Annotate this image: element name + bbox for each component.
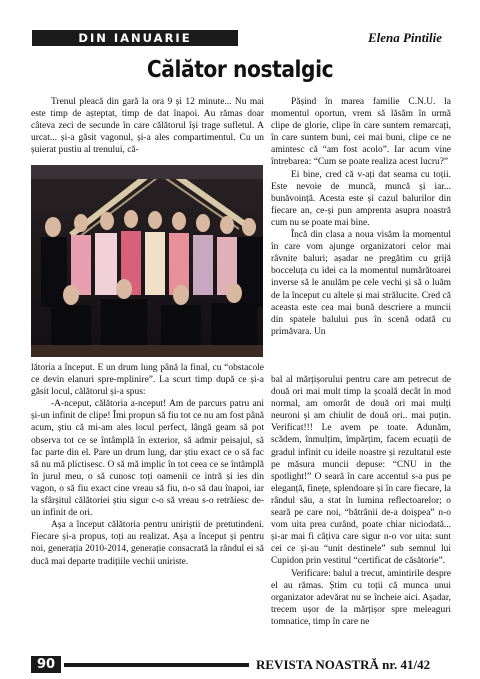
paragraph: Trenul pleacă din gară la ora 9 și 12 minute... Nu mai este timp de așteptat, timp de dat înapoi. Au rămas doar câteva zeci de secunde în care călătorul își trage sufletul. A urcat... și-a găsit vagonul, și-a ales compartimentul. Cu un șuierat pustiu al trenului, că- bbox=[31, 97, 264, 156]
paragraph: Așa a început călătoria pentru uniriștii de pretutindeni. Fiecare și-a propus, toți au realizat. Așa a început și pentru noi, generația 2010-2014, generație consacrată la rândul ei să ducă mai departe tradițiile vechii uniriste. bbox=[31, 520, 264, 567]
footer-divider bbox=[64, 663, 249, 667]
paragraph: Ei bine, cred că v-ați dat seama cu toții. Este nevoie de muncă, muncă și iar... bunăvoință. Acesta este și cazul balurilor din fiecare an, ce-și pun amprenta asupra noastră cum nu se poate mai bine. bbox=[271, 169, 451, 228]
paragraph: lătoria a început. E un drum lung până la final, cu “obstacole ce devin elanuri spre-mplinire”. La scurt timp după ce și-a găsit locul, călătorul și-a spus: bbox=[31, 363, 264, 398]
column-right-bottom bbox=[271, 374, 451, 628]
page-number: 90 bbox=[31, 656, 61, 673]
paragraph: bal al mărțișorului pentru care am petrecut de două ori mai mult timp la școală decât în mod normal, am omorât de două ori mai mulți neuroni și am chiulit de două ori.. mai puțin. Verificat!!! Le avem pe toate. Adunăm, scădem, înmulțim, împărțim, facem ecuații de gradul infinit cu ideile noastre și rezultatul este pe măsura muncii depuse: “CNU in the spotlight!” O seară în care accentul s-a pus pe eleganță, finețe, splendoare și în care fiecare, la rândul său, a stat în lumina reflectoarelor; o seară pe care noi, “bătrânii de-a doișpea” n-o vom uita prea curând, poate chiar niciodată... și-ar mai fi câțiva care sigur n-o vor uita: sunt cei ce și-au “unit destinele” sub semnul lui Cupidon prin vestitul “certificat de căsătorie”. bbox=[271, 375, 451, 567]
class-group-photo bbox=[31, 165, 263, 357]
paragraph: Încă din clasa a noua visăm la momentul în care vom ajunge organizatori celor mai râvnite baluri; așadar ne pregătim cu grijă bocceluța cu idei ca la momentul numărătoarei inverse să le anulăm pe cele vechi și să o luăm de la început cu altele și mai strălucite. Cred că aceasta este cea mai bună descriere a muncii din spatele balului pus în scenă odată cu primăvara. Un bbox=[271, 230, 451, 337]
magazine-name: REVISTA NOASTRĂ nr. 41/42 bbox=[256, 657, 431, 672]
section-header: DIN IANUARIE bbox=[32, 30, 238, 46]
column-left-top bbox=[31, 96, 264, 156]
column-right-top bbox=[271, 96, 451, 338]
paragraph: -A-nceput, călătoria a-nceput! Am de parcurs patru ani și-un infinit de clipe! Îmi propun să fiu tot ce nu am fost până acum, știu că mi-am ales locul perfect, lângă geam să pot observa tot ce se întâmplă în exterior, să admir peisajul, să fac parte din el. Pare un drum lung, dar știu exact ce o să fac să nu mă plictisesc. O să mă implic în tot ceea ce se întâmplă în jurul meu, o să cunosc toți oamenii ce intră și ies din vagon, o să fiu exact cine vreau să fiu, n-o să dau înapoi, iar la sfârșitul călătoriei știu sigur c-o să vreau s-o retrăiesc de-un infinit de ori. bbox=[31, 399, 264, 519]
paragraph: Verificare: balul a trecut, amintirile despre el au rămas. Știm cu toții că munca unui organizator adevărat nu se încheie aici. Așadar, trecem ușor de la mărțișor spre meleaguri tomnatice, timp în care ne bbox=[271, 568, 451, 627]
column-left-bottom bbox=[31, 362, 264, 568]
paragraph: Pășind în marea familie C.N.U. la momentul oportun, vrem să lăsăm în urmă clipe de glorie, clipe în care suntem remarcați, în care suntem buni, cei mai buni, clipe ce ne amintesc că “am fost acolo”. Iar acum vine întrebarea: “Cum se poate realiza acest lucru?” bbox=[271, 97, 451, 168]
author-name: Elena Pintilie bbox=[367, 30, 442, 45]
article-title: Călător nostalgic bbox=[146, 57, 334, 83]
